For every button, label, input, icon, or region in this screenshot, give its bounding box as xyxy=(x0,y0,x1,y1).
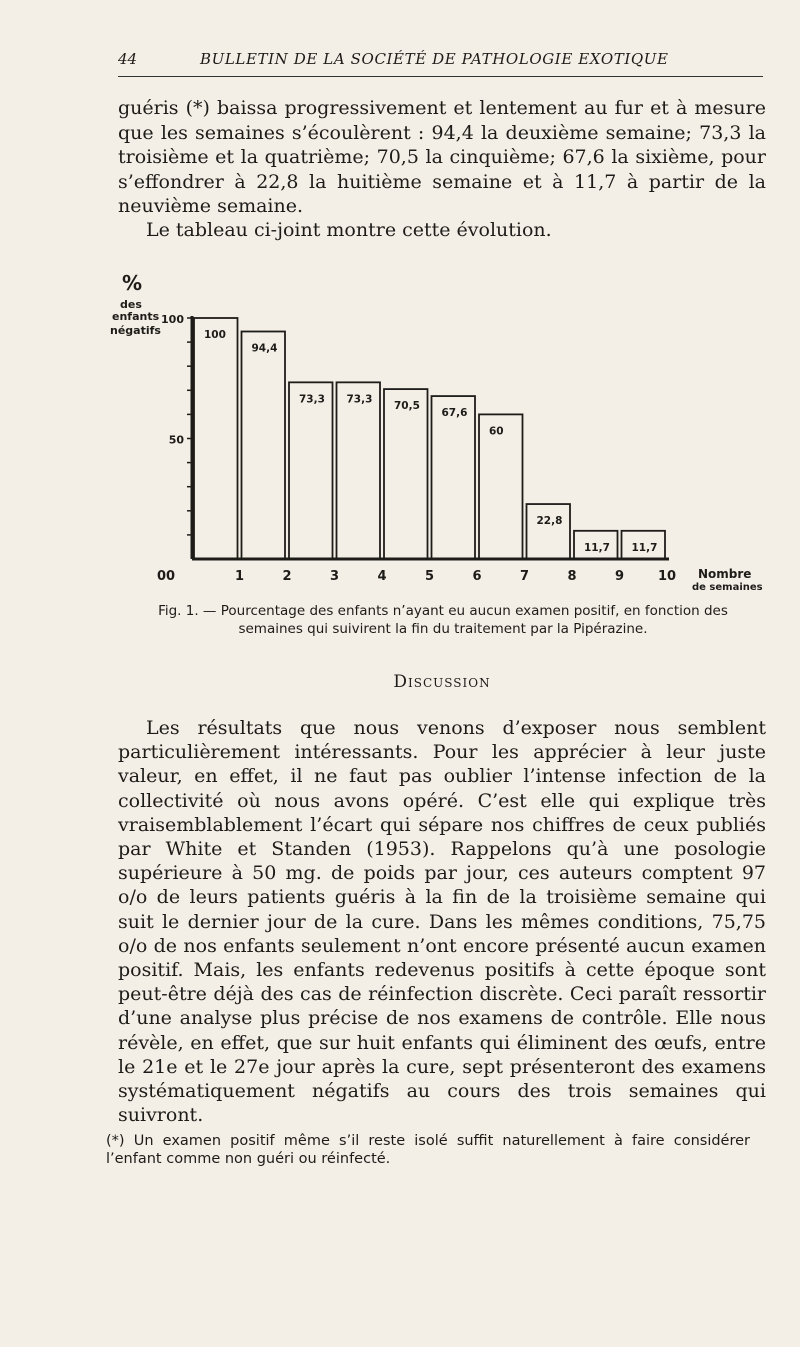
bar-value-label: 67,6 xyxy=(441,407,468,420)
x-tick-label: 1 xyxy=(234,569,245,584)
footnote: (*) Un examen positif même s’il reste isolé suffit naturellement à faire considérer l’enfant comme non guéri ou réinfecté. xyxy=(106,1133,750,1167)
bar xyxy=(384,389,428,559)
bar-value-label: 73,3 xyxy=(346,393,373,406)
section-title: Discussion xyxy=(393,672,491,692)
x-label-line-2: de semaines xyxy=(692,582,763,593)
page-header xyxy=(118,50,763,78)
bar-value-label: 11,7 xyxy=(631,541,658,554)
y-label-line-2: enfants xyxy=(112,310,160,323)
x-tick-label: 10 xyxy=(657,569,677,584)
bar xyxy=(194,318,238,559)
running-title: BULLETIN DE LA SOCIÉTÉ DE PATHOLOGIE EXOTIQUE xyxy=(200,50,669,68)
x-tick-label: 9 xyxy=(614,569,625,584)
y-label-line-1: des xyxy=(120,298,142,311)
bar-chart xyxy=(110,268,780,598)
x-tick-label: 7 xyxy=(519,569,530,584)
x-tick-label: 2 xyxy=(282,569,292,584)
bar-value-label: 60 xyxy=(489,425,504,438)
x-tick-label: 4 xyxy=(377,569,387,584)
x-tick-label: 5 xyxy=(424,569,435,584)
y-label-line-3: négatifs xyxy=(110,324,161,337)
bar-value-label: 11,7 xyxy=(584,541,610,554)
header-rule xyxy=(118,76,763,77)
y-tick-label: 100 xyxy=(161,313,184,326)
y-tick-label: 0 xyxy=(156,569,166,584)
x-tick-label: 8 xyxy=(567,569,577,584)
body-paragraph-2: Le tableau ci-joint montre cette évolution. xyxy=(146,219,552,241)
discussion-paragraph: Les résultats que nous venons d’exposer nous semblent particulièrement intéressants. Pour les apprécier à leur juste valeur, en effet, il ne faut pas oublier l’intense infection de la collectivité où nous avons opéré. C’est elle qui explique très vraisemblablement l’écart qui sépare nos chiffres de ceux publiés par White et Standen (1953). Rappelons qu’à une posologie supérieure à 50 mg. de poids par jour, ces auteurs comptent 97 o/o de leurs patients guéris à la fin de la troisième semaine qui suit le dernier jour de la cure. Dans les mêmes conditions, 75,75 o/o de nos enfants seulement n’ont encore présenté aucun examen positif. Mais, les enfants redevenus positifs à cette époque sont peut-être déjà des cas de réinfection discrète. Ceci paraît ressortir d’une analyse plus précise de nos examens de contrôle. Elle nous révèle, en effet, que sur huit enfants qui éliminent des œufs, entre le 21e et le 27e jour après la cure, sept présenteront des examens systématiquement négatifs au cours des trois semaines qui suivront. xyxy=(118,717,766,1127)
y-tick-label: 50 xyxy=(168,433,184,447)
bar xyxy=(337,382,381,559)
x-tick-label: 3 xyxy=(329,569,340,584)
x-label-line-1: Nombre xyxy=(698,567,752,581)
bar xyxy=(432,396,476,559)
figure-bar-chart xyxy=(110,268,780,598)
bar-value-label: 100 xyxy=(204,329,226,341)
bar-value-label: 94,4 xyxy=(251,342,278,355)
bar-value-label: 73,3 xyxy=(299,393,325,406)
bar xyxy=(527,504,571,559)
x-tick-label: 0 xyxy=(166,569,176,584)
bar xyxy=(289,382,333,559)
bar xyxy=(242,331,286,559)
bar-value-label: 22,8 xyxy=(536,515,563,528)
body-paragraph-1: guéris (*) baissa progressivement et lentement au fur et à mesure que les semaines s’écoulèrent : 94,4 la deuxième semaine; 73,3 la troisième et la quatrième; 70,5 la cinquième; 67,6 la sixième, pour s’effondrer à 22,8 la huitième semaine et à 11,7 à partir de la neuvième semaine. xyxy=(118,97,766,217)
page-number: 44 xyxy=(118,50,138,68)
figure-caption: Fig. 1. — Pourcentage des enfants n’ayant eu aucun examen positif, en fonction des semaines qui suivirent la fin du traitement par la Pipérazine. xyxy=(158,603,728,637)
bar-value-label: 70,5 xyxy=(394,400,420,413)
x-tick-label: 6 xyxy=(472,569,482,584)
y-unit-label: % xyxy=(122,271,143,295)
